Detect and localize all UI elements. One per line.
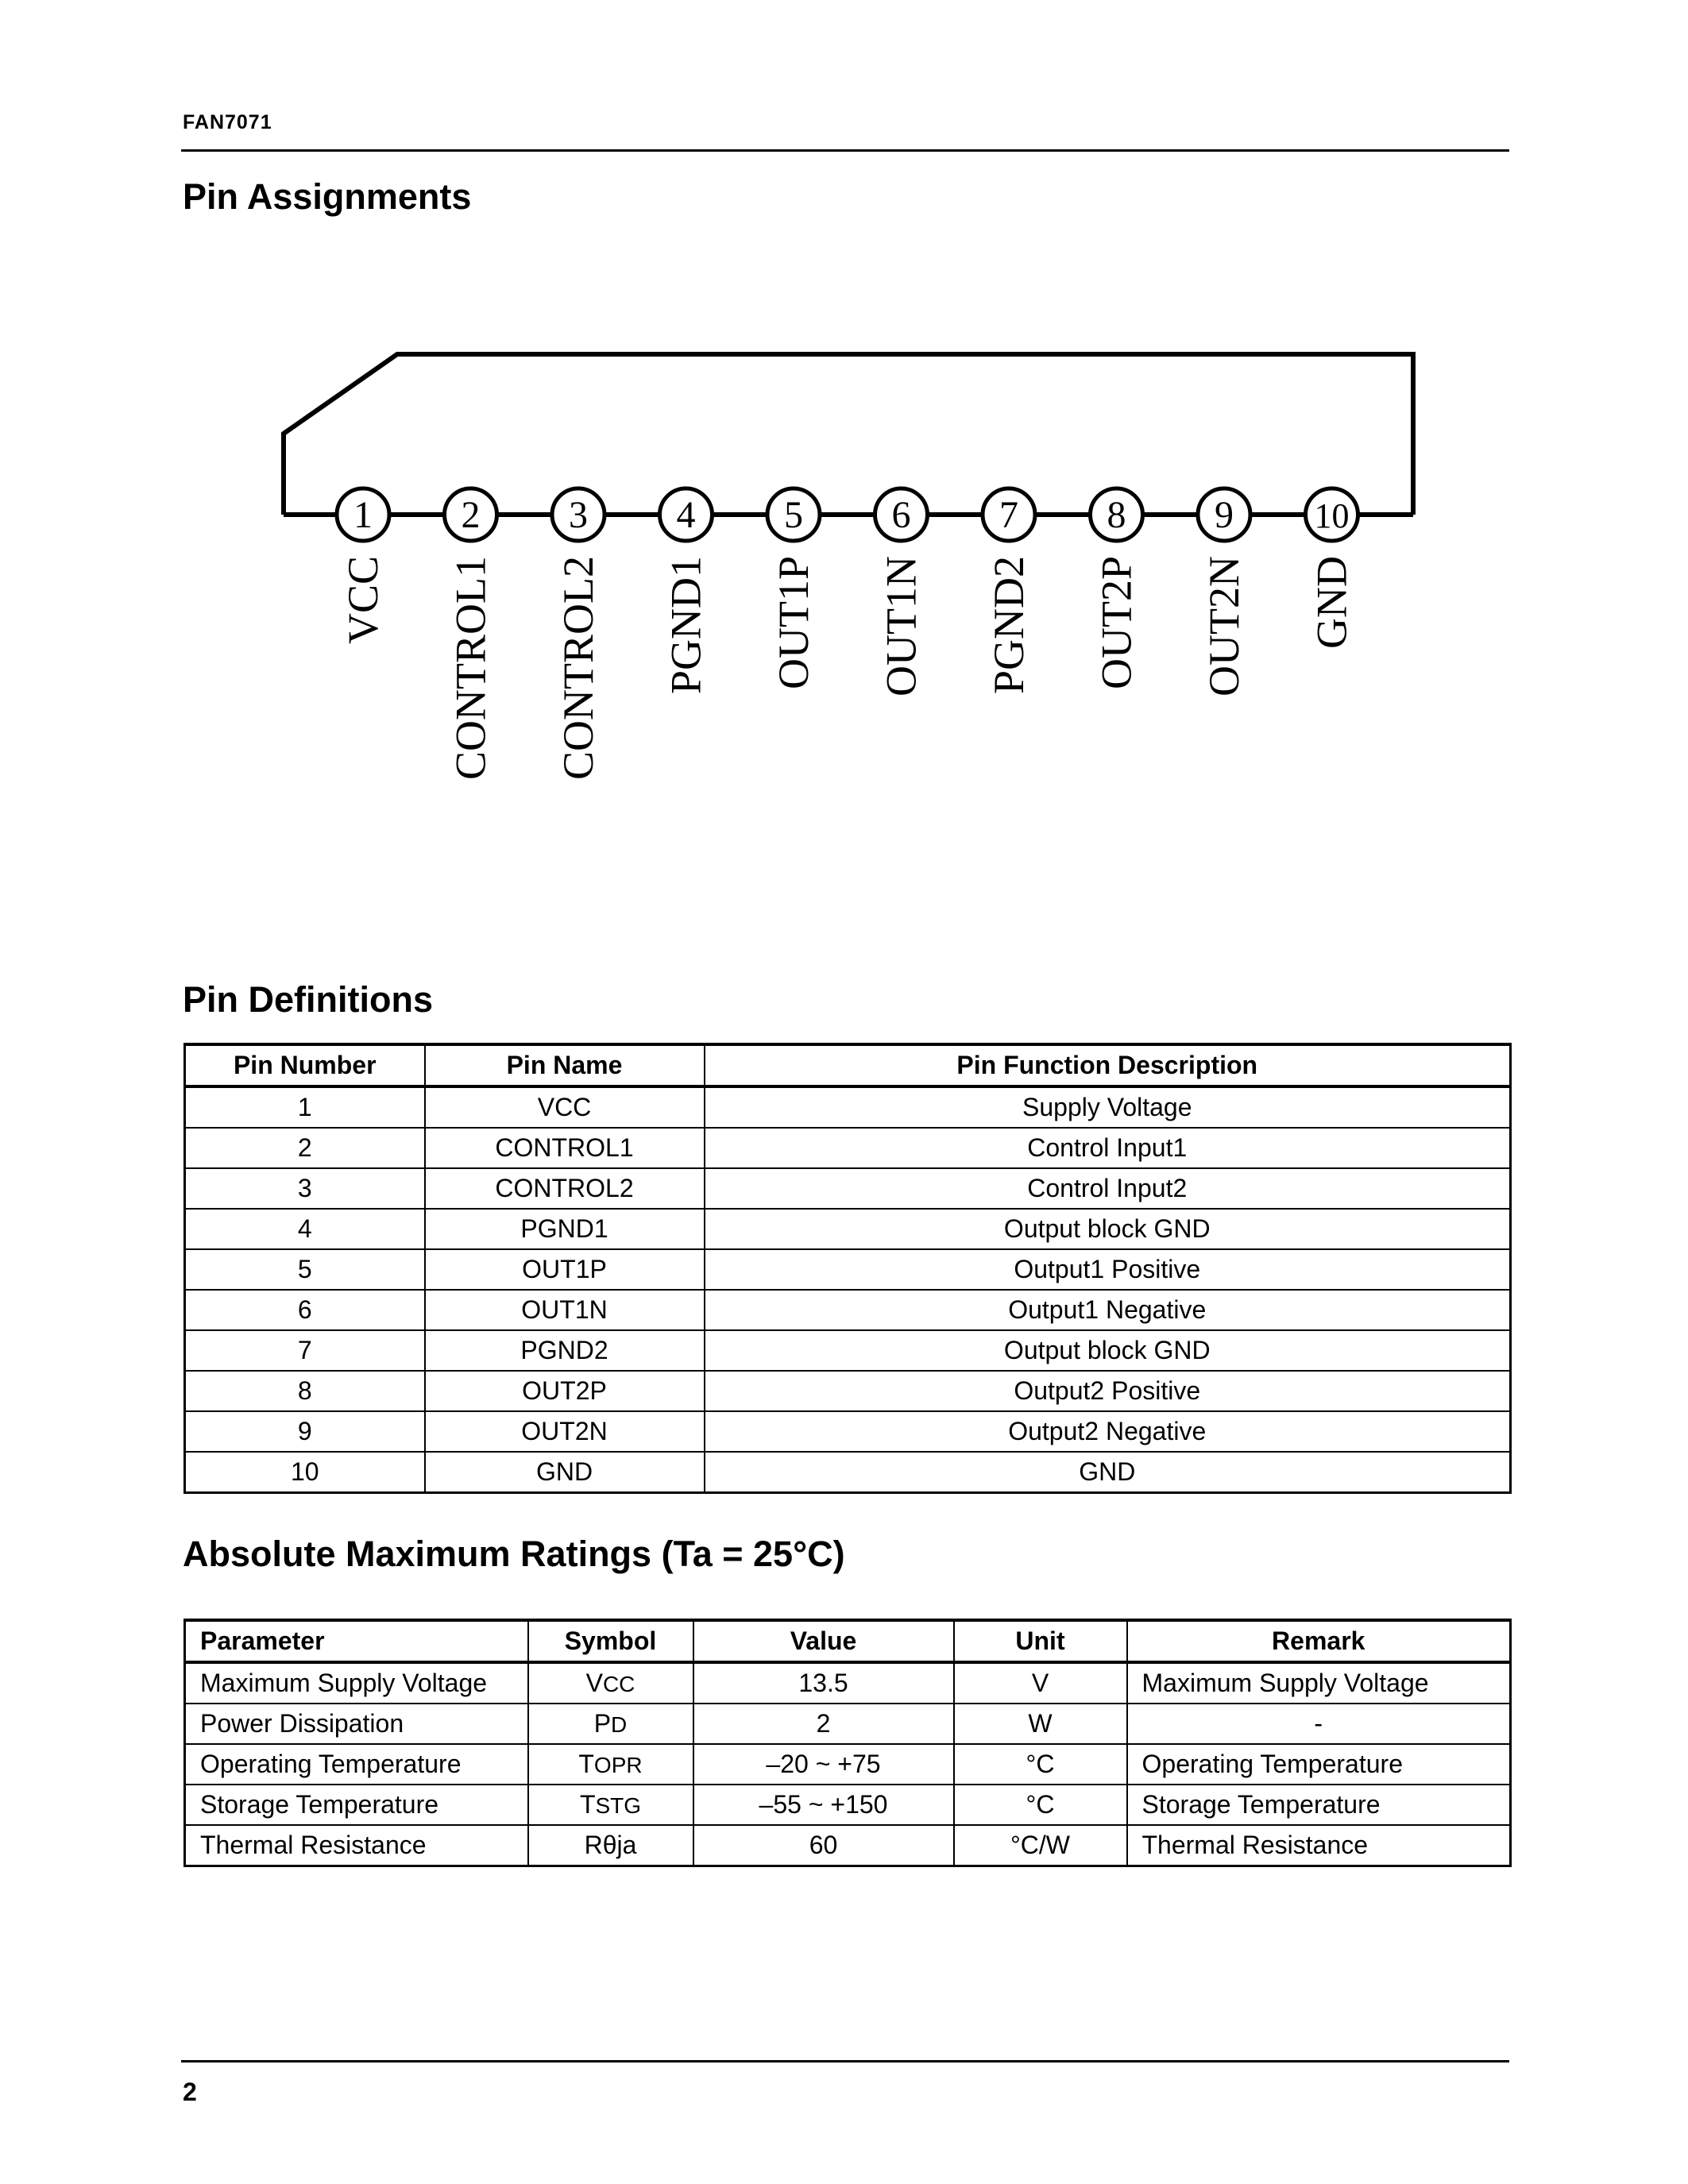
- cell-unit: °C: [954, 1785, 1127, 1825]
- cell-remark: Storage Temperature: [1127, 1785, 1511, 1825]
- col-header-remark: Remark: [1127, 1620, 1511, 1662]
- col-header-symbol: Symbol: [528, 1620, 693, 1662]
- table-row: [185, 1290, 1511, 1330]
- cell-pin-name: PGND1: [425, 1209, 705, 1249]
- pin-diagram: [0, 0, 1688, 874]
- table-row: [185, 1371, 1511, 1411]
- symbol-main: Rθja: [584, 1831, 637, 1859]
- cell-pin-number: 8: [185, 1371, 425, 1411]
- table-row: [185, 1744, 1511, 1785]
- pin-number-label: 9: [1215, 494, 1234, 536]
- pin-definitions-title: Pin Definitions: [183, 979, 433, 1020]
- table-header-row: [185, 1044, 1511, 1086]
- pin-number-label: 5: [784, 494, 803, 536]
- symbol-main: T: [578, 1750, 594, 1778]
- pin-number-label: 4: [676, 494, 696, 536]
- pin-number-label: 10: [1314, 496, 1350, 535]
- col-header-pin-name: Pin Name: [425, 1044, 705, 1086]
- pins-layer: [284, 488, 1413, 780]
- symbol-main: P: [593, 1709, 612, 1738]
- cell-pin-number: 9: [185, 1411, 425, 1452]
- col-header-pin-function: Pin Function Description: [705, 1044, 1511, 1086]
- cell-parameter: Power Dissipation: [185, 1704, 528, 1744]
- pin-name-label: OUT1P: [770, 556, 817, 690]
- table-row: [185, 1086, 1511, 1128]
- cell-remark: Thermal Resistance: [1127, 1825, 1511, 1866]
- cell-value: 60: [693, 1825, 954, 1866]
- cell-unit: °C: [954, 1744, 1127, 1785]
- cell-pin-function: Control Input2: [705, 1168, 1511, 1209]
- pin-number-label: 2: [461, 494, 481, 536]
- pin-name-label: CONTROL2: [554, 556, 602, 780]
- cell-remark: -: [1127, 1704, 1511, 1744]
- cell-parameter: Storage Temperature: [185, 1785, 528, 1825]
- cell-pin-number: 10: [185, 1452, 425, 1493]
- pin-number-label: 6: [891, 494, 911, 536]
- symbol-subscript: STG: [595, 1793, 642, 1818]
- cell-parameter: Operating Temperature: [185, 1744, 528, 1785]
- cell-pin-function: Output2 Positive: [705, 1371, 1511, 1411]
- pin-number-label: 3: [569, 494, 588, 536]
- pin-number-label: 8: [1107, 494, 1126, 536]
- cell-pin-number: 6: [185, 1290, 425, 1330]
- cell-pin-number: 3: [185, 1168, 425, 1209]
- cell-remark: Maximum Supply Voltage: [1127, 1662, 1511, 1704]
- symbol-main: V: [585, 1669, 603, 1697]
- cell-pin-name: OUT2N: [425, 1411, 705, 1452]
- cell-remark: Operating Temperature: [1127, 1744, 1511, 1785]
- pin-name-label: OUT1N: [877, 556, 925, 696]
- cell-pin-number: 5: [185, 1249, 425, 1290]
- cell-pin-name: PGND2: [425, 1330, 705, 1371]
- col-header-unit: Unit: [954, 1620, 1127, 1662]
- cell-pin-function: Supply Voltage: [705, 1086, 1511, 1128]
- cell-pin-function: Output1 Negative: [705, 1290, 1511, 1330]
- cell-value: 2: [693, 1704, 954, 1744]
- table-row: [185, 1168, 1511, 1209]
- page-number: 2: [183, 2078, 197, 2106]
- cell-pin-function: Output block GND: [705, 1330, 1511, 1371]
- cell-pin-function: Output1 Positive: [705, 1249, 1511, 1290]
- cell-pin-function: GND: [705, 1452, 1511, 1493]
- table-row: [185, 1452, 1511, 1493]
- table-row: [185, 1785, 1511, 1825]
- symbol-main: T: [579, 1790, 596, 1819]
- footer-rule: [181, 2060, 1509, 2062]
- cell-symbol: [528, 1825, 693, 1866]
- symbol-subscript: D: [611, 1712, 628, 1737]
- pin-name-label: OUT2P: [1092, 556, 1141, 690]
- col-header-pin-number: Pin Number: [185, 1044, 425, 1086]
- cell-pin-name: VCC: [425, 1086, 705, 1128]
- cell-value: 13.5: [693, 1662, 954, 1704]
- pin-name-label: OUT2N: [1200, 556, 1248, 696]
- symbol-subscript: CC: [602, 1672, 635, 1696]
- table-row: [185, 1704, 1511, 1744]
- cell-symbol: [528, 1704, 693, 1744]
- cell-pin-function: Output2 Negative: [705, 1411, 1511, 1452]
- cell-parameter: Maximum Supply Voltage: [185, 1662, 528, 1704]
- symbol-subscript: OPR: [593, 1753, 643, 1777]
- cell-unit: W: [954, 1704, 1127, 1744]
- pin-number-label: 7: [999, 494, 1018, 536]
- abs-max-ratings-title: Absolute Maximum Ratings (Ta = 25°C): [183, 1534, 845, 1574]
- cell-unit: V: [954, 1662, 1127, 1704]
- cell-value: –55 ~ +150: [693, 1785, 954, 1825]
- pin-definitions-table: [183, 1043, 1512, 1494]
- table-row: [185, 1249, 1511, 1290]
- cell-value: –20 ~ +75: [693, 1744, 954, 1785]
- pin-name-label: CONTROL1: [446, 556, 495, 780]
- cell-pin-name: OUT2P: [425, 1371, 705, 1411]
- pin-assignments-title: Pin Assignments: [183, 176, 472, 217]
- cell-parameter: Thermal Resistance: [185, 1825, 528, 1866]
- col-header-value: Value: [693, 1620, 954, 1662]
- cell-pin-name: OUT1P: [425, 1249, 705, 1290]
- cell-pin-name: GND: [425, 1452, 705, 1493]
- cell-symbol: [528, 1744, 693, 1785]
- cell-pin-name: CONTROL2: [425, 1168, 705, 1209]
- cell-pin-name: CONTROL1: [425, 1128, 705, 1168]
- part-number: FAN7071: [183, 111, 272, 133]
- table-row: [185, 1330, 1511, 1371]
- pin-name-label: PGND1: [662, 556, 710, 695]
- table-header-row: [185, 1620, 1511, 1662]
- pin-name-label: PGND2: [985, 556, 1033, 695]
- cell-pin-number: 2: [185, 1128, 425, 1168]
- table-row: [185, 1662, 1511, 1704]
- cell-pin-name: OUT1N: [425, 1290, 705, 1330]
- cell-pin-number: 7: [185, 1330, 425, 1371]
- abs-max-ratings-table: [183, 1619, 1512, 1867]
- table-row: [185, 1128, 1511, 1168]
- table-row: [185, 1411, 1511, 1452]
- table-row: [185, 1825, 1511, 1866]
- cell-pin-function: Output block GND: [705, 1209, 1511, 1249]
- cell-symbol: [528, 1662, 693, 1704]
- package-outline: [284, 354, 1413, 515]
- cell-pin-number: 4: [185, 1209, 425, 1249]
- pin-name-label: VCC: [339, 556, 387, 645]
- cell-pin-number: 1: [185, 1086, 425, 1128]
- table-row: [185, 1209, 1511, 1249]
- pin-name-label: GND: [1308, 556, 1356, 649]
- cell-symbol: [528, 1785, 693, 1825]
- pin-number-label: 1: [353, 494, 373, 536]
- cell-unit: °C/W: [954, 1825, 1127, 1866]
- cell-pin-function: Control Input1: [705, 1128, 1511, 1168]
- col-header-parameter: Parameter: [185, 1620, 528, 1662]
